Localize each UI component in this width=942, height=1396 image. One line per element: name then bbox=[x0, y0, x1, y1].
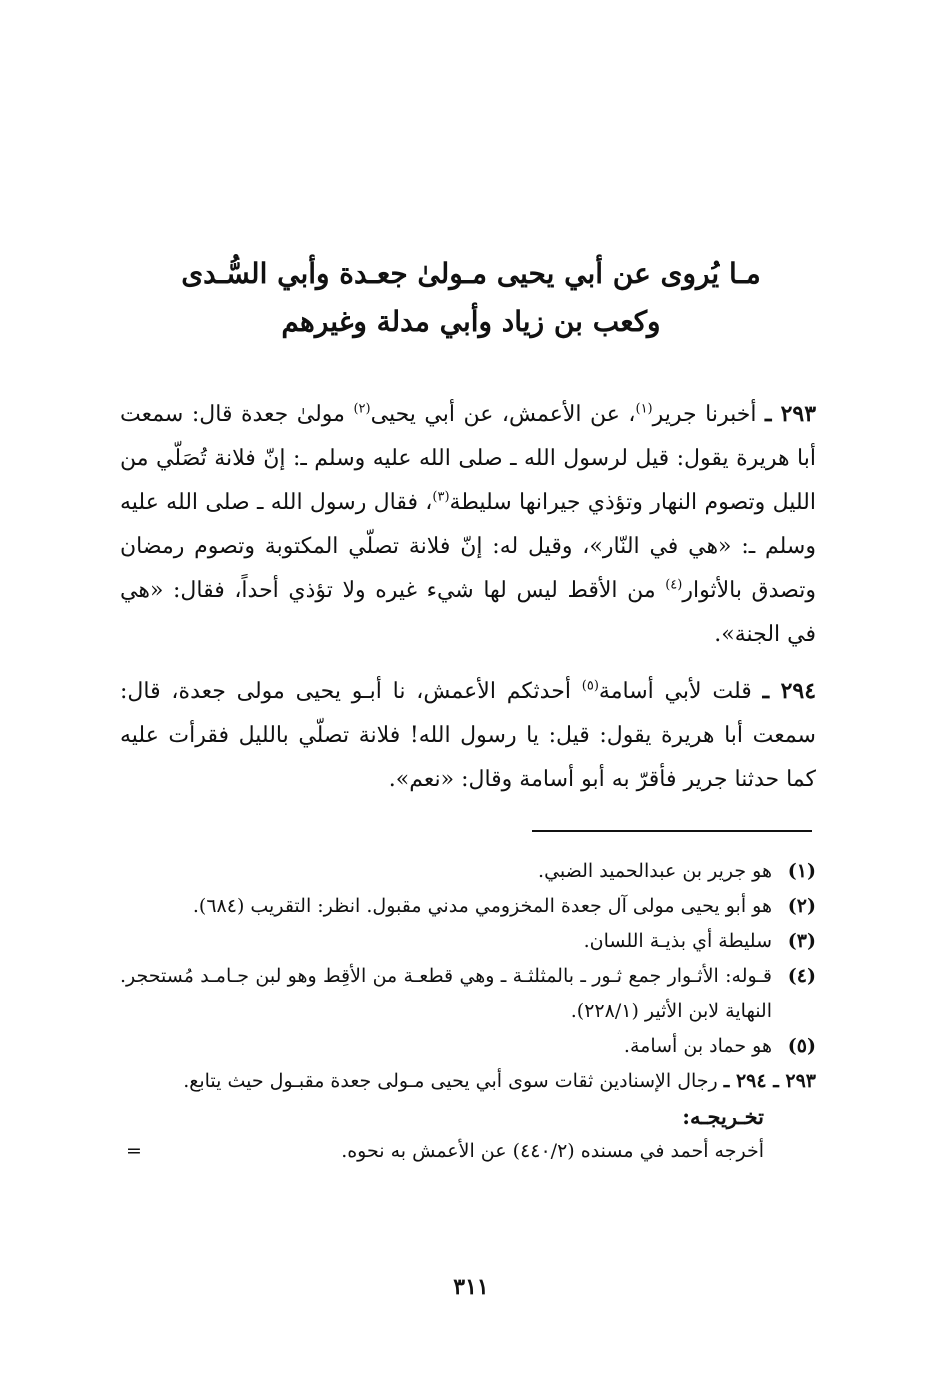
footnote-ref: (٣) bbox=[432, 489, 450, 505]
footnote-text: سليطة أي بذيـة اللسان. bbox=[583, 930, 772, 952]
footnote-ref: (٢) bbox=[353, 401, 371, 417]
grading-note bbox=[120, 1064, 816, 1099]
hadith-text: أخبرنا جرير bbox=[652, 402, 757, 427]
footnote-2 bbox=[120, 889, 816, 924]
hadith-text: ، فقال رسول الله ـ صلى الله عليه وسلم ـ: «هي في النّار»، وقيل له: إنّ فلانة تصلّي المكتوبة وتصوم رمضان وتصدق بالأثوار bbox=[120, 490, 816, 603]
footnote-text: هو أبو يحيى مولى آل جعدة المخزومي مدني مقبول. انظر: التقريب (٦٨٤). bbox=[192, 895, 772, 917]
hadith-paragraph-294 bbox=[120, 669, 816, 802]
footnote-label: (٤) bbox=[787, 965, 816, 987]
takhrij-line bbox=[120, 1134, 764, 1169]
footnote-4 bbox=[120, 959, 816, 1029]
takhrij-text: أخرجه أحمد في مسنده (٤٤٠/٢) عن الأعمش به نحوه. bbox=[341, 1140, 764, 1162]
hadith-number: ٢٩٤ ـ bbox=[762, 678, 817, 704]
footnote-3 bbox=[120, 924, 816, 959]
chapter-title-line-2: وكعب بن زياد وأبي مدلة وغيرهم bbox=[281, 305, 661, 338]
hadith-text: أحدثكم الأعمش، نا أبـو يحيى مولى جعدة، قال: سمعت أبا هريرة يقول: قيل: يا رسول الله! فلانة تصلّي بالليل فقرأت عليه كما حدثنا جرير فأقرّ به أبو أسامة وقال: «نعم». bbox=[120, 679, 816, 792]
hadith-text: مولىٰ جعدة قال: سمعت أبا هريرة يقول: قيل لرسول الله ـ صلى الله عليه وسلم ـ: إنّ فلانة تُصَلّي من الليل وتصوم النهار وتؤذي جيرانها سليطة bbox=[120, 402, 817, 515]
hadith-number: ٢٩٣ ـ bbox=[764, 401, 817, 427]
footnotes bbox=[120, 854, 816, 1169]
footnote-text: هو حماد بن أسامة. bbox=[623, 1035, 772, 1057]
continuation-mark: = bbox=[126, 1140, 142, 1162]
hadith-text: من الأقط ليس لها شيء غيره ولا تؤذي أحداً، فقال: «هي في الجنة». bbox=[120, 578, 816, 647]
footnote-5 bbox=[120, 1029, 816, 1064]
page-number: ٣١١ bbox=[453, 1274, 489, 1300]
footnote-label: (٥) bbox=[787, 1035, 816, 1057]
footnote-ref: (٤) bbox=[665, 577, 683, 593]
footnote-ref: (٥) bbox=[581, 678, 599, 694]
hadith-paragraph-293 bbox=[120, 392, 816, 657]
footnote-label: (٢) bbox=[787, 895, 816, 917]
footnote-separator bbox=[532, 830, 812, 832]
takhrij-heading: تخـريجـه: bbox=[682, 1104, 764, 1129]
footnote-label: (١) bbox=[787, 860, 816, 882]
hadith-text: قلت لأبي أسامة bbox=[598, 679, 752, 704]
footnote-label: (٣) bbox=[787, 930, 816, 952]
grading-text: رجال الإسنادين ثقات سوى أبي يحيى مـولى جعدة مقبـول حيث يتابع. bbox=[183, 1070, 718, 1092]
footnote-ref: (١) bbox=[635, 401, 653, 417]
chapter-title-line-1: مـا يُروى عن أبي يحيى مـولىٰ جعـدة وأبي السُّـدى bbox=[181, 257, 761, 290]
main-text bbox=[120, 392, 816, 814]
footnote-1 bbox=[120, 854, 816, 889]
footnote-text: قـوله: الأثـوار جمع ثـور ـ بالمثلثـة ـ وهي قطعـة من الأقِط وهو لبن جـامـد مُستحجر. النهاية لابن الأثير (٢٢٨/١). bbox=[120, 965, 772, 1022]
hadith-text: ، عن الأعمش، عن أبي يحيى bbox=[370, 402, 636, 427]
chapter-title bbox=[130, 250, 812, 346]
footnote-text: هو جرير بن عبدالحميد الضبي. bbox=[538, 860, 772, 882]
grading-label: ٢٩٣ ـ ٢٩٤ ـ bbox=[723, 1070, 816, 1092]
